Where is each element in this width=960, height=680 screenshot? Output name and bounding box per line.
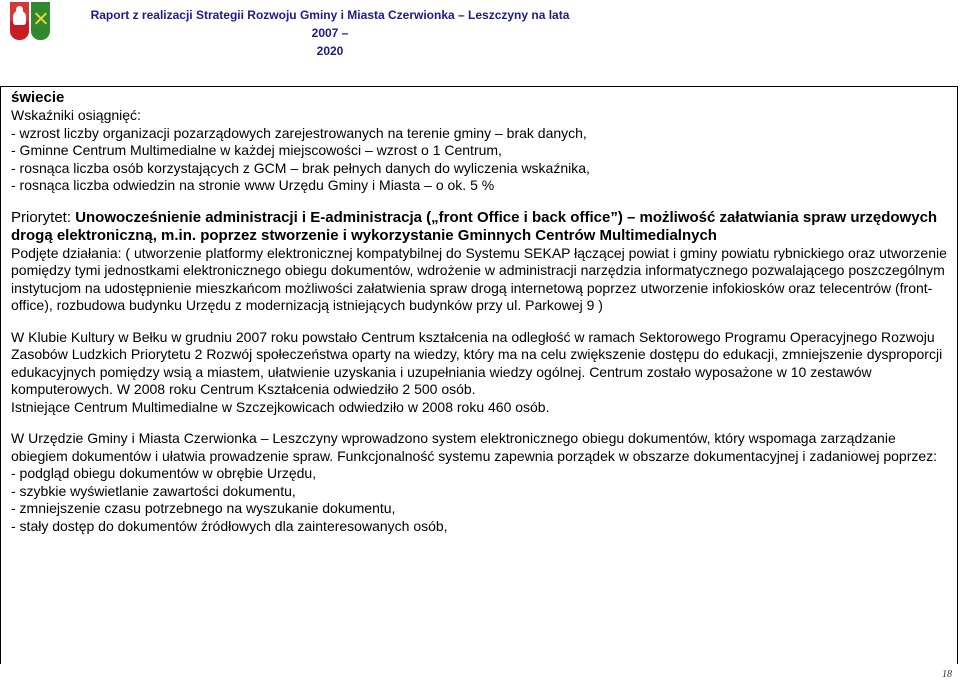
club-paragraph: W Klubie Kultury w Bełku w grudniu 2007 roku powstało Centrum kształcenia na odległość w ramach Sektorowego Programu Operacyjnego Rozwoju Zasobów Ludzkich Priorytetu 2 Rozwój społeczeństwa oparty na wiedzy, który ma na celu zwiększenie dostępu do edukacji, zmniejszenie dysproporcji edukacyjnych pomiędzy wsią a miastem, ułatwienie uzyskania i uzupełniania wiedzy ogólnej. Centrum zostało wyposażone w 10 zestawów komputerowych. W 2008 roku Centrum Kształcenia odwiedziło 2 500 osób. bbox=[11, 328, 943, 397]
page-header bbox=[0, 0, 960, 58]
table-cell-content bbox=[0, 86, 958, 664]
municipality-coat-of-arms-icon bbox=[31, 2, 50, 40]
indicator-item: - rosnąca liczba odwiedzin na stronie www Urzędu Gminy i Miasta – o ok. 5 % bbox=[11, 177, 495, 193]
list-item: - podgląd obiegu dokumentów w obrębie Urzędu, bbox=[11, 465, 317, 481]
priority-prefix: Priorytet: bbox=[11, 208, 76, 226]
list-item: - szybkie wyświetlanie zawartości dokumentu, bbox=[11, 482, 296, 499]
report-title-line-2: 2020 bbox=[316, 44, 344, 58]
page-number: 18 bbox=[942, 669, 952, 680]
indicator-item: - wzrost liczby organizacji pozarządowych zarejestrowanych na terenie gminy – brak danych, bbox=[11, 124, 587, 141]
priority-paragraph bbox=[11, 209, 947, 245]
region-coat-of-arms-icon bbox=[10, 2, 29, 40]
report-title-line-1: Raport z realizacji Strategii Rozwoju Gminy i Miasta Czerwionka – Leszczyny na lata 2007 – bbox=[90, 8, 570, 40]
existing-centre-paragraph: Istniejące Centrum Multimedialne w Szczejkowicach odwiedziło w 2008 roku 460 osób. bbox=[11, 398, 550, 415]
indicators-label: Wskaźniki osiągnięć: bbox=[11, 107, 141, 123]
section-heading: świecie bbox=[11, 89, 65, 106]
indicator-item: - rosnąca liczba osób korzystających z GCM – brak pełnych danych do wyliczenia wskaźnika, bbox=[11, 159, 590, 176]
priority-title: Unowocześnienie administracji i E-administracja („front Office i back office”) – możliwość załatwiania spraw urzędowych drogą elektroniczną, m.in. poprzez stworzenie i wykorzystanie Gminnych Centrów Multimedialnych bbox=[11, 208, 938, 244]
indicator-item: - Gminne Centrum Multimedialne w każdej miejscowości – wzrost o 1 Centrum, bbox=[11, 142, 502, 158]
actions-paragraph: Podjęte działania: ( utworzenie platformy elektronicznej kompatybilnej do Systemu SEKAP łączącej powiat i gminy powiatu rybnickiego oraz utworzenie pomiędzy tymi jednostkami elektronicznego obiegu dokumentów, wdrożenie w administracji narzędzia informatycznego pozwalającego poszczególnym instytucjom na udostępnienie mieszkańcom możliwości załatwienia spraw drogą internetową poprzez utworzenie infokiosków oraz telecentrów (front-office), rozbudowa budynku Urzędu z modernizacją istniejących budynków przy ul. Parkowej 9 ) bbox=[11, 244, 947, 313]
list-item: - zmniejszenie czasu potrzebnego na wyszukanie dokumentu, bbox=[11, 500, 396, 516]
list-item: - stały dostęp do dokumentów źródłowych dla zainteresowanych osób, bbox=[11, 517, 448, 534]
office-paragraph: W Urzędzie Gminy i Miasta Czerwionka – Leszczyny wprowadzono system elektronicznego obiegu dokumentów, który wspomaga zarządzanie obiegiem dokumentów i ułatwia prowadzenie spraw. Funkcjonalność systemu zapewnia porządek w obszarze dokumentacyjnej i zadaniowej poprzez: bbox=[11, 430, 938, 464]
report-title bbox=[80, 6, 580, 60]
